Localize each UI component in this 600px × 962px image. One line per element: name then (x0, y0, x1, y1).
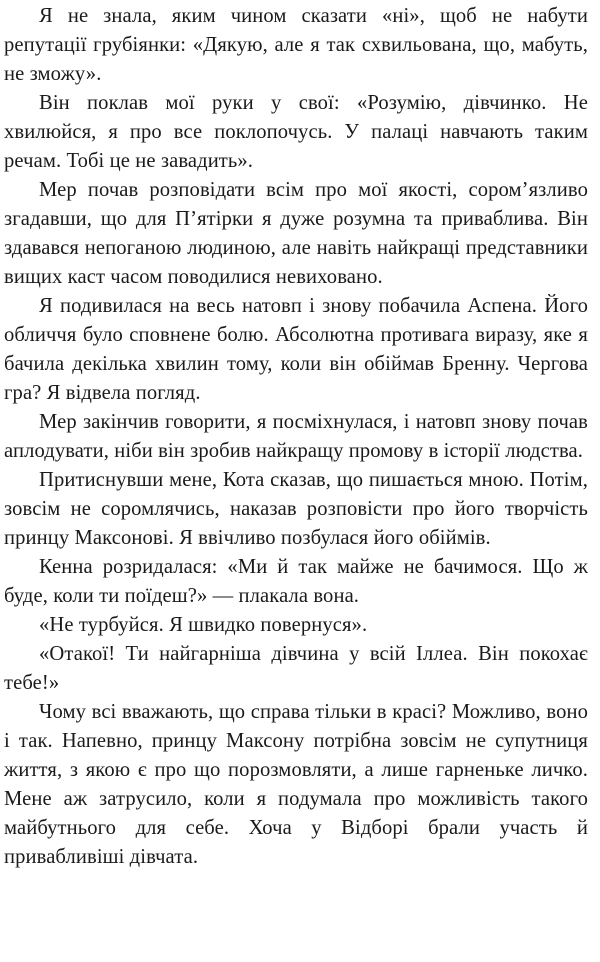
paragraph-9: «Отакої! Ти найгарніша дівчина у всій Іллеа. Він покохає тебе!» (4, 643, 588, 694)
paragraph-2: Він поклав мої руки у свої: «Розумію, дівчинко. Не хвилюйся, я про все поклопочусь. У палаці навчають таким речам. Тобі це не завадить». (4, 92, 588, 172)
paragraph-6: Притиснувши мене, Кота сказав, що пишається мною. Потім, зовсім не соромлячись, наказав розповісти про його творчість принцу Максонові. Я ввічливо позбулася його обіймів. (4, 469, 588, 549)
paragraph-1: Я не знала, яким чином сказати «ні», щоб не набути репутації грубіянки: «Дякую, але я так схвильована, що, мабуть, не зможу». (4, 5, 588, 85)
paragraph-10: Чому всі вважають, що справа тільки в красі? Можливо, воно і так. Напевно, принцу Максону потрібна зовсім не супутниця життя, з якою є про що порозмовляти, а лише гарненьке личко. Мене аж затрусило, коли я подумала про можливість такого майбутнього для себе. Хоча у Відборі брали участь й привабливіші дівчата. (4, 701, 588, 868)
paragraph-3: Мер почав розповідати всім про мої якості, сором’язливо згадавши, що для П’ятірки я дуже розумна та приваблива. Він здавався непоганою людиною, але навіть найкращі представники вищих каст часом поводилися невиховано. (4, 179, 588, 288)
paragraph-4: Я подивилася на весь натовп і знову побачила Аспена. Його обличчя було сповнене болю. Абсолютна противага виразу, яке я бачила декілька хвилин тому, коли він обіймав Бренну. Чергова гра? Я відвела погляд. (4, 295, 588, 404)
paragraph-5: Мер закінчив говорити, я посміхнулася, і натовп знову почав аплодувати, ніби він зробив найкращу промову в історії людства. (4, 411, 588, 462)
paragraph-8: «Не турбуйся. Я швидко повернуся». (39, 614, 368, 636)
paragraph-7: Кенна розридалася: «Ми й так майже не бачимося. Що ж буде, коли ти поїдеш?» — плакала вона. (4, 556, 588, 607)
